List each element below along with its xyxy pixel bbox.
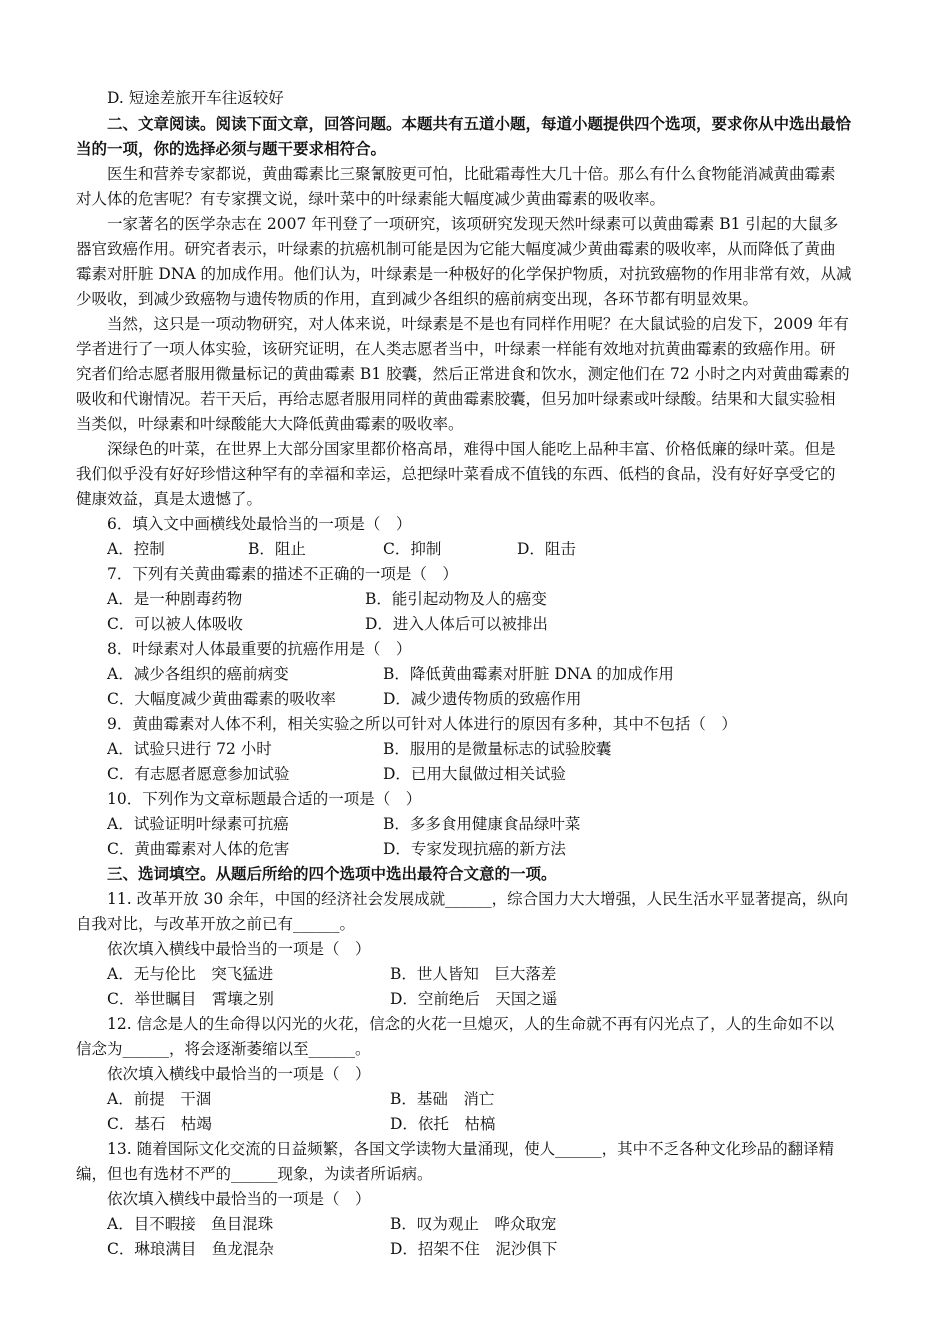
q12-prompt: 依次填入横线中最恰当的一项是（ ） [107,1065,371,1083]
q9-option-c: C．有志愿者愿意参加试验 [107,765,290,783]
q7-option-c: C．可以被人体吸收 [107,615,243,633]
passage-p3-line: 究者们给志愿者服用微量标记的黄曲霉素 B1 胶囊，然后正常进食和饮水，测定他们在 72 小时之内对黄曲霉素的 [76,365,850,383]
q11-stem-line2: 自我对比，与改革开放之前已有______。 [76,915,356,933]
q11-stem-line1: 11. 改革开放 30 余年，中国的经济社会发展成就______，综合国力大大增强，人民生活水平显著提高，纵向 [107,890,849,908]
passage-p3-line: 当类似，叶绿素和叶绿酸能大大降低黄曲霉素的吸收率。 [76,415,464,433]
q9-stem: 9．黄曲霉素对人体不利，相关实验之所以可针对人体进行的原因有多种，其中不包括（ ） [107,715,737,733]
q10-option-b: B．多多食用健康食品绿叶菜 [383,815,581,833]
q9-option-a: A．试验只进行 72 小时 [107,740,272,758]
passage-p3-line: 学者进行了一项人体实验，该研究证明，在人类志愿者当中，叶绿素一样能有效地对抗黄曲霉素的致癌作用。研 [76,340,836,358]
passage-p4-line: 健康效益，真是太遗憾了。 [76,490,263,508]
section2-heading-line1: 二、文章阅读。阅读下面文章，回答问题。本题共有五道小题，每道小题提供四个选项，要求你从中选出最恰 [107,114,852,133]
q13-option-b: B．叹为观止 哗众取宠 [390,1215,557,1233]
q12-option-b: B．基础 消亡 [390,1090,495,1108]
passage-p2-line: 器官致癌作用。研究者表示，叶绿素的抗癌机制可能是因为它能大幅度减少黄曲霉素的吸收率，从而降低了黄曲 [76,240,836,258]
q13-stem-line1: 13. 随着国际文化交流的日益频繁，各国文学读物大量涌现，使人______，其中不乏各种文化珍品的翻译精 [107,1140,835,1158]
q6-option-c: C．抑制 [383,540,442,558]
q7-option-b: B．能引起动物及人的癌变 [365,590,547,608]
q13-option-a: A．目不暇接 鱼目混珠 [107,1215,274,1233]
q10-option-c: C．黄曲霉素对人体的危害 [107,840,290,858]
q10-option-a: A．试验证明叶绿素可抗癌 [107,815,289,833]
q12-option-d: D．依托 枯槁 [390,1115,496,1133]
passage-p2-line: 霉素对肝脏 DNA 的加成作用。他们认为，叶绿素是一种极好的化学保护物质，对抗致癌物的作用非常有效，从减 [76,265,852,283]
q7-stem: 7．下列有关黄曲霉素的描述不正确的一项是（ ） [107,565,458,583]
q11-option-a: A．无与伦比 突飞猛进 [107,965,274,983]
q12-stem-line2: 信念为______，将会逐渐萎缩以至______。 [76,1040,371,1058]
q9-option-d: D．已用大鼠做过相关试验 [383,765,566,783]
q6-stem: 6．填入文中画横线处最恰当的一项是（ ） [107,515,412,533]
q11-option-d: D．空前绝后 天国之遥 [390,990,558,1008]
passage-p4-line: 我们似乎没有好好珍惜这种罕有的幸福和幸运，总把绿叶菜看成不值钱的东西、低档的食品，没有好好享受它的 [76,465,836,483]
q6-option-b: B．阻止 [248,540,306,558]
passage-p3-line: 当然，这只是一项动物研究，对人体来说，叶绿素是不是也有同样作用呢？在大鼠试验的启发下，2009 年有 [107,315,849,333]
passage-p2-line: 少吸收，到减少致癌物与遗传物质的作用，直到减少各组织的癌前病变出现，各环节都有明显效果。 [76,290,759,308]
passage-p4-line: 深绿色的叶菜，在世界上大部分国家里都价格高昂，难得中国人能吃上品种丰富、价格低廉的绿叶菜。但是 [107,440,836,458]
passage-p1-line: 医生和营养专家都说，黄曲霉素比三聚氰胺更可怕，比砒霜毒性大几十倍。那么有什么食物能消减黄曲霉素 [107,165,836,183]
q8-option-d: D．减少遗传物质的致癌作用 [383,690,582,708]
q13-prompt: 依次填入横线中最恰当的一项是（ ） [107,1190,371,1208]
q13-option-c: C．琳琅满目 鱼龙混杂 [107,1240,274,1258]
q7-option-d: D．进入人体后可以被排出 [365,615,548,633]
passage-p1-line: 对人体的危害呢？有专家撰文说，绿叶菜中的叶绿素能大幅度减少黄曲霉素的吸收率。 [76,190,666,208]
q13-option-d: D．招架不住 泥沙俱下 [390,1240,558,1258]
q11-option-b: B．世人皆知 巨大落差 [390,965,557,983]
q11-option-c: C．举世瞩目 霄壤之别 [107,990,274,1008]
q12-stem-line1: 12. 信念是人的生命得以闪光的火花，信念的火花一旦熄灭，人的生命就不再有闪光点了，人的生命如不以 [107,1015,835,1033]
q8-option-a: A．减少各组织的癌前病变 [107,665,289,683]
q10-stem: 10．下列作为文章标题最合适的一项是（ ） [107,790,422,808]
passage-p2-line: 一家著名的医学杂志在 2007 年刊登了一项研究，该项研究发现天然叶绿素可以黄曲霉素 B1 引起的大鼠多 [107,215,839,233]
q13-stem-line2: 编，但也有选材不严的______现象，为读者所诟病。 [76,1165,433,1183]
passage-p3-line: 吸收和代谢情况。若干天后，再给志愿者服用同样的黄曲霉素胶囊，但另加叶绿素或叶绿酸。结果和大鼠实验相 [76,390,836,408]
q11-prompt: 依次填入横线中最恰当的一项是（ ） [107,940,371,958]
q9-option-b: B．服用的是微量标志的试验胶囊 [383,740,612,758]
section3-heading: 三、选词填空。从题后所给的四个选项中选出最符合文意的一项。 [107,864,557,883]
q8-stem: 8．叶绿素对人体最重要的抗癌作用是（ ） [107,640,412,658]
q12-option-c: C．基石 枯竭 [107,1115,212,1133]
prev-question-option-d: D. 短途差旅开车往返较好 [107,89,284,107]
q7-option-a: A．是一种剧毒药物 [107,590,243,608]
q8-option-b: B．降低黄曲霉素对肝脏 DNA 的加成作用 [383,665,674,683]
q6-option-d: D．阻击 [517,540,576,558]
q6-option-a: A．控制 [107,540,165,558]
section2-heading-line2: 当的一项，你的选择必须与题干要求相符合。 [76,139,387,158]
q12-option-a: A．前提 干涸 [107,1090,212,1108]
q8-option-c: C．大幅度减少黄曲霉素的吸收率 [107,690,336,708]
q10-option-d: D．专家发现抗癌的新方法 [383,840,566,858]
